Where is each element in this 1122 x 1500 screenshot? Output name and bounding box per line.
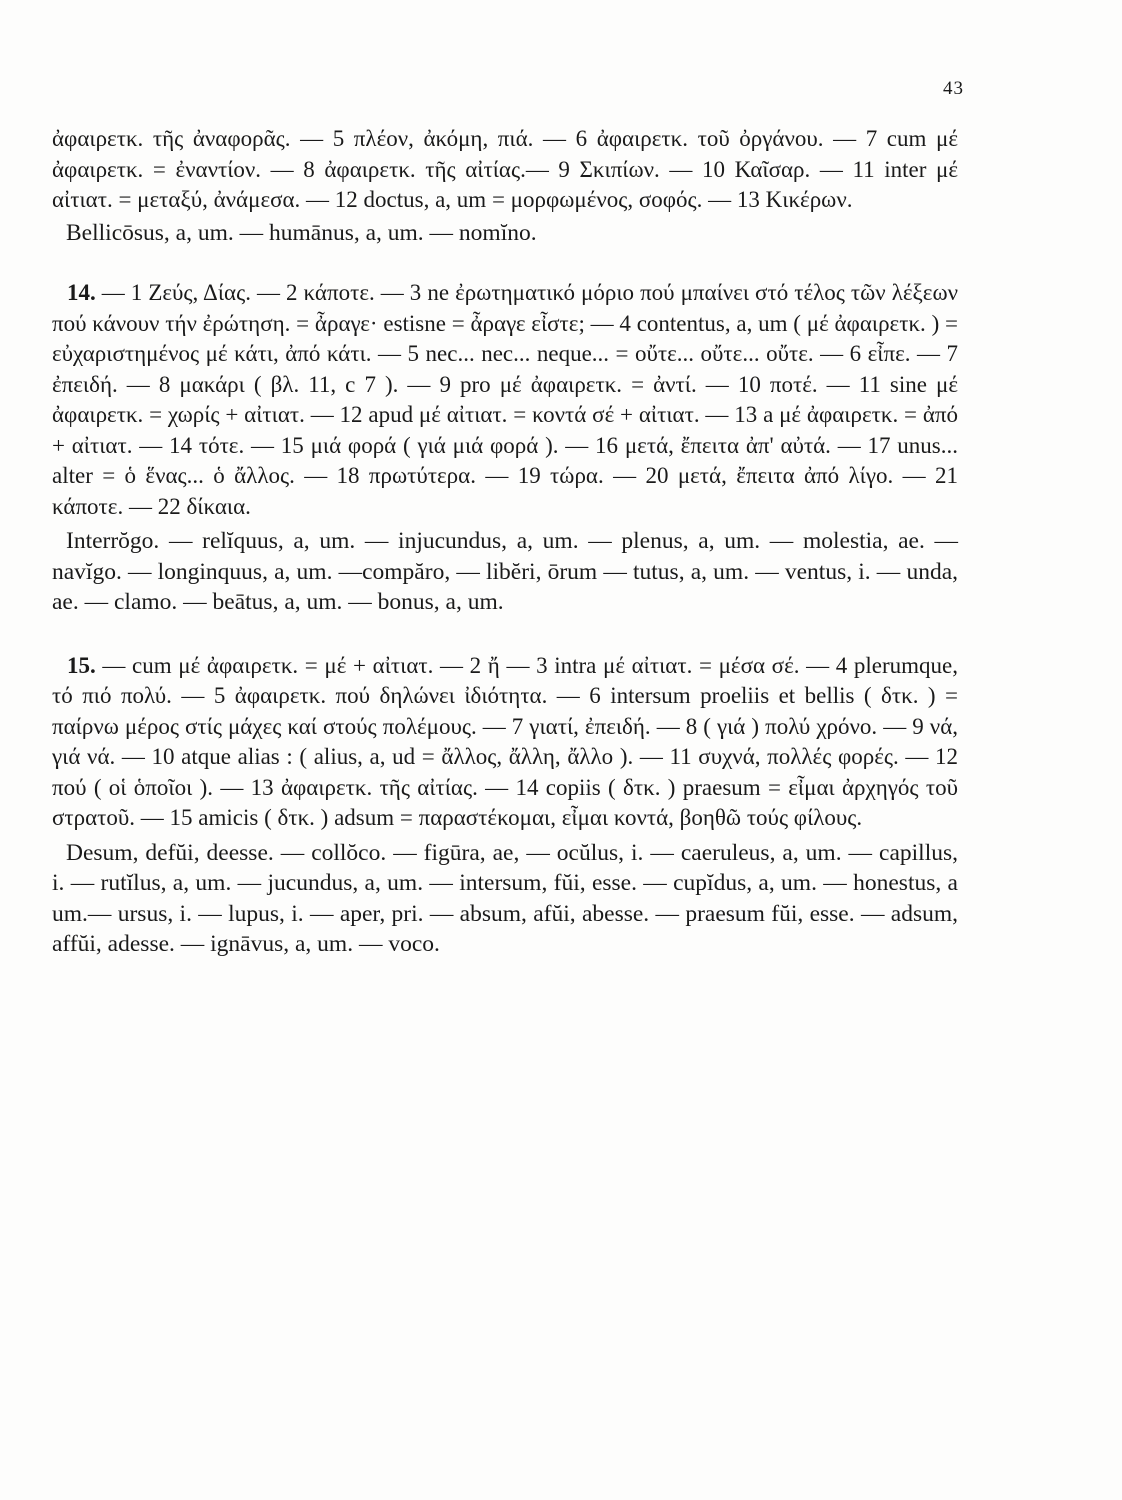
section-14-text: — 1 Ζεύς, Δίας. — 2 κάποτε. — 3 ne ἐρωτηματικό μόριο πού μπαίνει στό τέλος τῶν λέξεων πού κάνουν τήν ἐρώτηση. = ἆραγε· estisne = ἆραγε εἶστε; — 4 contentus, a, um ( μέ ἀφαιρετκ. ) = εὐχαριστημένος μέ κάτι, ἀπό κάτι. — 5 nec... nec... neque... = οὔτε... οὔτε... οὔτε. — 6 εἶπε. — 7 ἐπειδή. — 8 μακάρι ( βλ. 11, c 7 ). — 9 pro μέ ἀφαιρετκ. = ἀντί. — 10 ποτέ. — 11 sine μέ ἀφαιρετκ. = χωρίς + αἰτιατ. — 12 apud μέ αἰτιατ. = κοντά σέ + αἰτιατ. — 13 a μέ ἀφαιρετκ. = ἀπό + αἰτιατ. — 14 τότε. — 15 μιά φορά ( γιά μιά φορά ). — 16 μετά, ἔπειτα ἀπ' αὐτά. — 17 unus... alter = ὁ ἕνας... ὁ ἄλλος. — 18 πρωτύτερα. — 19 τώρα. — 20 μετά, ἔπειτα ἀπό λίγο. — 21 κάποτε. — 22 δίκαια. [52, 280, 958, 519]
intro-vocabulary: Bellicōsus, a, um. — humānus, a, um. — nomĭno. [66, 219, 537, 246]
section-15-vocabulary: Desum, defŭi, deesse. — collŏco. — figūra, ae, — ocŭlus, i. — caeruleus, a, um. — capillus, i. — rutĭlus, a, um. — jucundus, a, um. — intersum, fŭi, esse. — cupĭdus, a, um. — honestus, a um.— ursus, i. — lupus, i. — aper, pri. — absum, afŭi, abesse. — praesum fŭi, esse. — adsum, affŭi, adesse. — ignāvus, a, um. — voco. [52, 839, 958, 957]
section-14-notes [52, 278, 958, 522]
section-15-notes [52, 651, 958, 834]
section-14-vocabulary: Interrŏgo. — relĭquus, a, um. — injucundus, a, um. — plenus, a, um. — molestia, ae. — navĭgo. — longinquus, a, um. —compăro, — libĕri, ōrum — tutus, a, um. — ventus, i. — unda, ae. — clamo. — beātus, a, um. — bonus, a, um. [52, 528, 958, 615]
section-15-text: — cum μέ ἀφαιρετκ. = μέ + αἰτιατ. — 2 ἤ — 3 intra μέ αἰτιατ. = μέσα σέ. — 4 plerumque, τό πιό πολύ. — 5 ἀφαιρετκ. πού δηλώνει ἰδιότητα. — 6 intersum proeliis et bellis ( δτκ. ) = παίρνω μέρος στίς μάχες καί στούς πολέμους. — 7 γιατί, ἐπειδή. — 8 ( γιά ) πολύ χρόνο. — 9 νά, γιά νά. — 10 atque alias : ( alius, a, ud = ἄλλος, ἄλλη, ἄλλο ). — 11 συχνά, πολλές φορές. — 12 πού ( οἱ ὁποῖοι ). — 13 ἀφαιρετκ. τῆς αἰτίας. — 14 copiis ( δτκ. ) praesum = εἶμαι ἀρχηγός τοῦ στρατοῦ. — 15 amicis ( δτκ. ) adsum = παραστέκομαι, εἶμαι κοντά, βοηθῶ τούς φίλους. [52, 652, 958, 830]
section-14-number: 14. [67, 280, 96, 305]
intro-notes: ἀφαιρετκ. τῆς ἀναφορᾶς. — 5 πλέον, ἀκόμη, πιά. — 6 ἀφαιρετκ. τοῦ ὀργάνου. — 7 cum μέ ἀφαιρετκ. = ἐναντίον. — 8 ἀφαιρετκ. τῆς αἰτίας.— 9 Σκιπίων. — 10 Καῖσαρ. — 11 inter μέ αἰτιατ. = μεταξύ, ἀνάμεσα. — 12 doctus, a, um = μορφωμένος, σοφός. — 13 Κικέρων. [52, 126, 958, 212]
page-content [52, 124, 958, 960]
section-15-number: 15. [67, 652, 96, 678]
page-number: 43 [943, 78, 964, 99]
